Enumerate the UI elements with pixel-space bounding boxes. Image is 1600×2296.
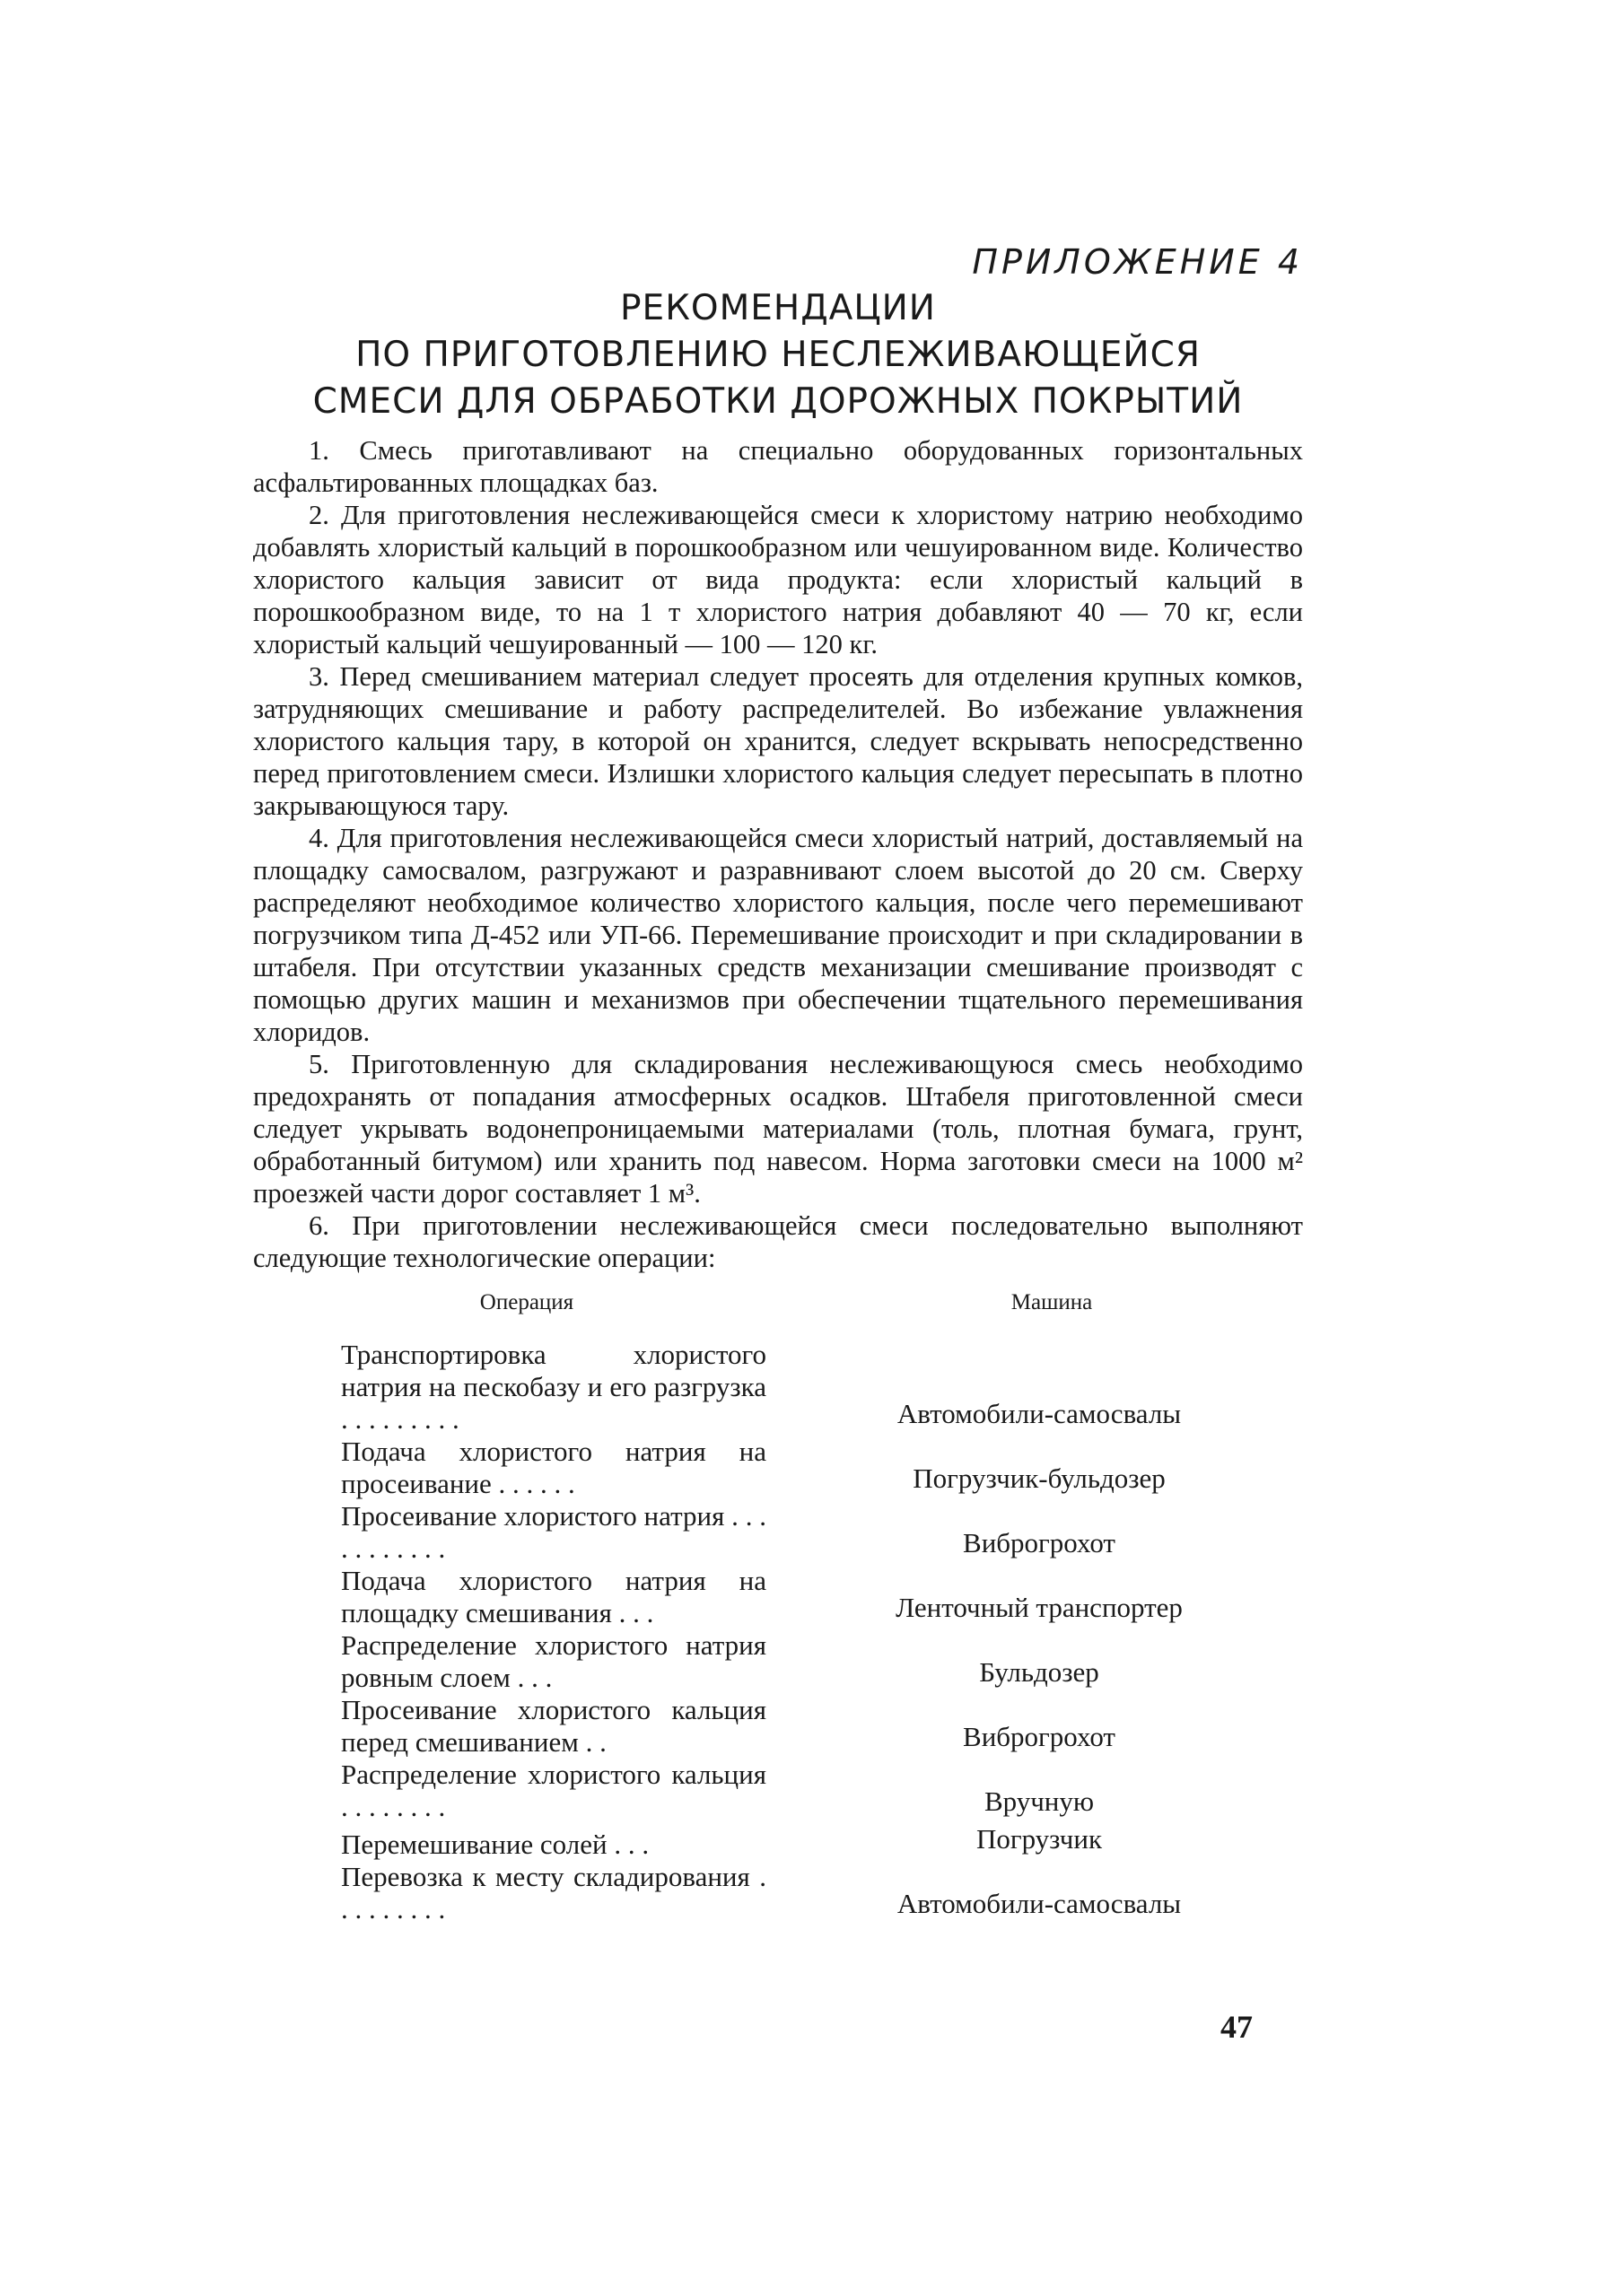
table-row	[253, 1694, 1303, 1759]
operation-cell: Подача хлористого натрия на площадку смешивания . . .	[341, 1565, 766, 1628]
machine-cell: Ленточный транспортер	[896, 1592, 1183, 1623]
operation-cell: Просеивание хлористого кальция перед смешиванием . .	[341, 1694, 766, 1758]
operation-cell: Перемешивание солей . . .	[341, 1829, 650, 1860]
machine-cell: Вручную	[984, 1785, 1095, 1817]
table-row	[253, 1565, 1303, 1629]
operations-table	[253, 1290, 1303, 1925]
document-page	[253, 242, 1303, 1925]
title-line-3: СМЕСИ ДЛЯ ОБРАБОТКИ ДОРОЖНЫХ ПОКРЫТИЙ	[312, 381, 1244, 422]
operations-table-header	[253, 1290, 1303, 1315]
page-number: 47	[1220, 2009, 1253, 2045]
paragraph-1: 1. Смесь приготавливают на специально оборудованных горизонтальных асфальтированных площадках баз.	[253, 435, 1303, 498]
paragraph-3: 3. Перед смешиванием материал следует просеять для отделения крупных комков, затрудняющих смешивание и работу распределителей. Во избежание увлажнения хлористого кальция тару, в которой он хранится, следует вскрывать непосредственно перед приготовлением смеси. Излишки хлористого кальция следует пересыпать в плотно закрывающуюся тару.	[253, 661, 1303, 821]
document-title	[253, 285, 1303, 425]
machine-cell: Погрузчик	[975, 1823, 1103, 1855]
machine-cell: Виброгрохот	[963, 1527, 1115, 1558]
machine-cell: Автомобили-самосвалы	[896, 1888, 1182, 1919]
header-machine: Машина	[1010, 1290, 1093, 1314]
operation-cell: Просеивание хлористого натрия . . . . . . . . . . .	[341, 1500, 766, 1564]
table-row	[253, 1759, 1303, 1823]
table-row	[253, 1823, 1303, 1861]
table-row	[253, 1629, 1303, 1694]
table-row	[253, 1861, 1303, 1925]
machine-cell: Автомобили-самосвалы	[896, 1398, 1182, 1429]
title-line-1: РЕКОМЕНДАЦИИ	[620, 288, 936, 328]
paragraph-5: 5. Приготовленную для складирования неслеживающуюся смесь необходимо предохранять от попадания атмосферных осадков. Штабеля приготовленной смеси следует укрывать водонепроницаемыми материалами (толь, плотная бумага, грунт, обработанный битумом) или хранить под навесом. Норма заготовки смеси на 1000 м² проезжей части дорог составляет 1 м³.	[253, 1049, 1303, 1209]
paragraph-6: 6. При приготовлении неслеживающейся смеси последовательно выполняют следующие технологические операции:	[253, 1210, 1303, 1273]
header-operation: Операция	[479, 1290, 574, 1314]
operation-cell: Подача хлористого натрия на просеивание . . . . . .	[341, 1436, 766, 1499]
operation-cell: Перевозка к месту складирования . . . . . . . . .	[341, 1861, 766, 1925]
table-row	[253, 1500, 1303, 1565]
machine-cell: Бульдозер	[979, 1656, 1099, 1688]
operation-cell: Транспортировка хлористого натрия на пескобазу и его разгрузка . . . . . . . . .	[341, 1339, 766, 1435]
operation-cell: Распределение хлористого кальция . . . . . . . .	[341, 1759, 766, 1822]
appendix-label: ПРИЛОЖЕНИЕ 4	[972, 242, 1303, 282]
table-row	[253, 1339, 1303, 1436]
table-row	[253, 1436, 1303, 1500]
operation-cell: Распределение хлористого натрия ровным слоем . . .	[341, 1629, 766, 1693]
machine-cell: Виброгрохот	[963, 1721, 1115, 1752]
paragraph-2: 2. Для приготовления неслеживающейся смеси к хлористому натрию необходимо добавлять хлористый кальций в порошкообразном или чешуированном виде. Количество хлористого кальция зависит от вида продукта: если хлористый кальций в порошкообразном виде, то на 1 т хлористого натрия добавляют 40 — 70 кг, если хлористый кальций чешуированный — 100 — 120 кг.	[253, 500, 1303, 659]
machine-cell: Погрузчик-бульдозер	[913, 1462, 1166, 1494]
title-line-2: ПО ПРИГОТОВЛЕНИЮ НЕСЛЕЖИВАЮЩЕЙСЯ	[355, 335, 1201, 375]
paragraph-4: 4. Для приготовления неслеживающейся смеси хлористый натрий, доставляемый на площадку самосвалом, разгружают и разравнивают слоем высотой до 20 см. Сверху распределяют необходимое количество хлористого кальция, после чего перемешивают погрузчиком типа Д-452 или УП-66. Перемешивание происходит и при складировании в штабеля. При отсутствии указанных средств механизации смешивание производят с помощью других машин и механизмов при обеспечении тщательного перемешивания хлоридов.	[253, 823, 1303, 1047]
